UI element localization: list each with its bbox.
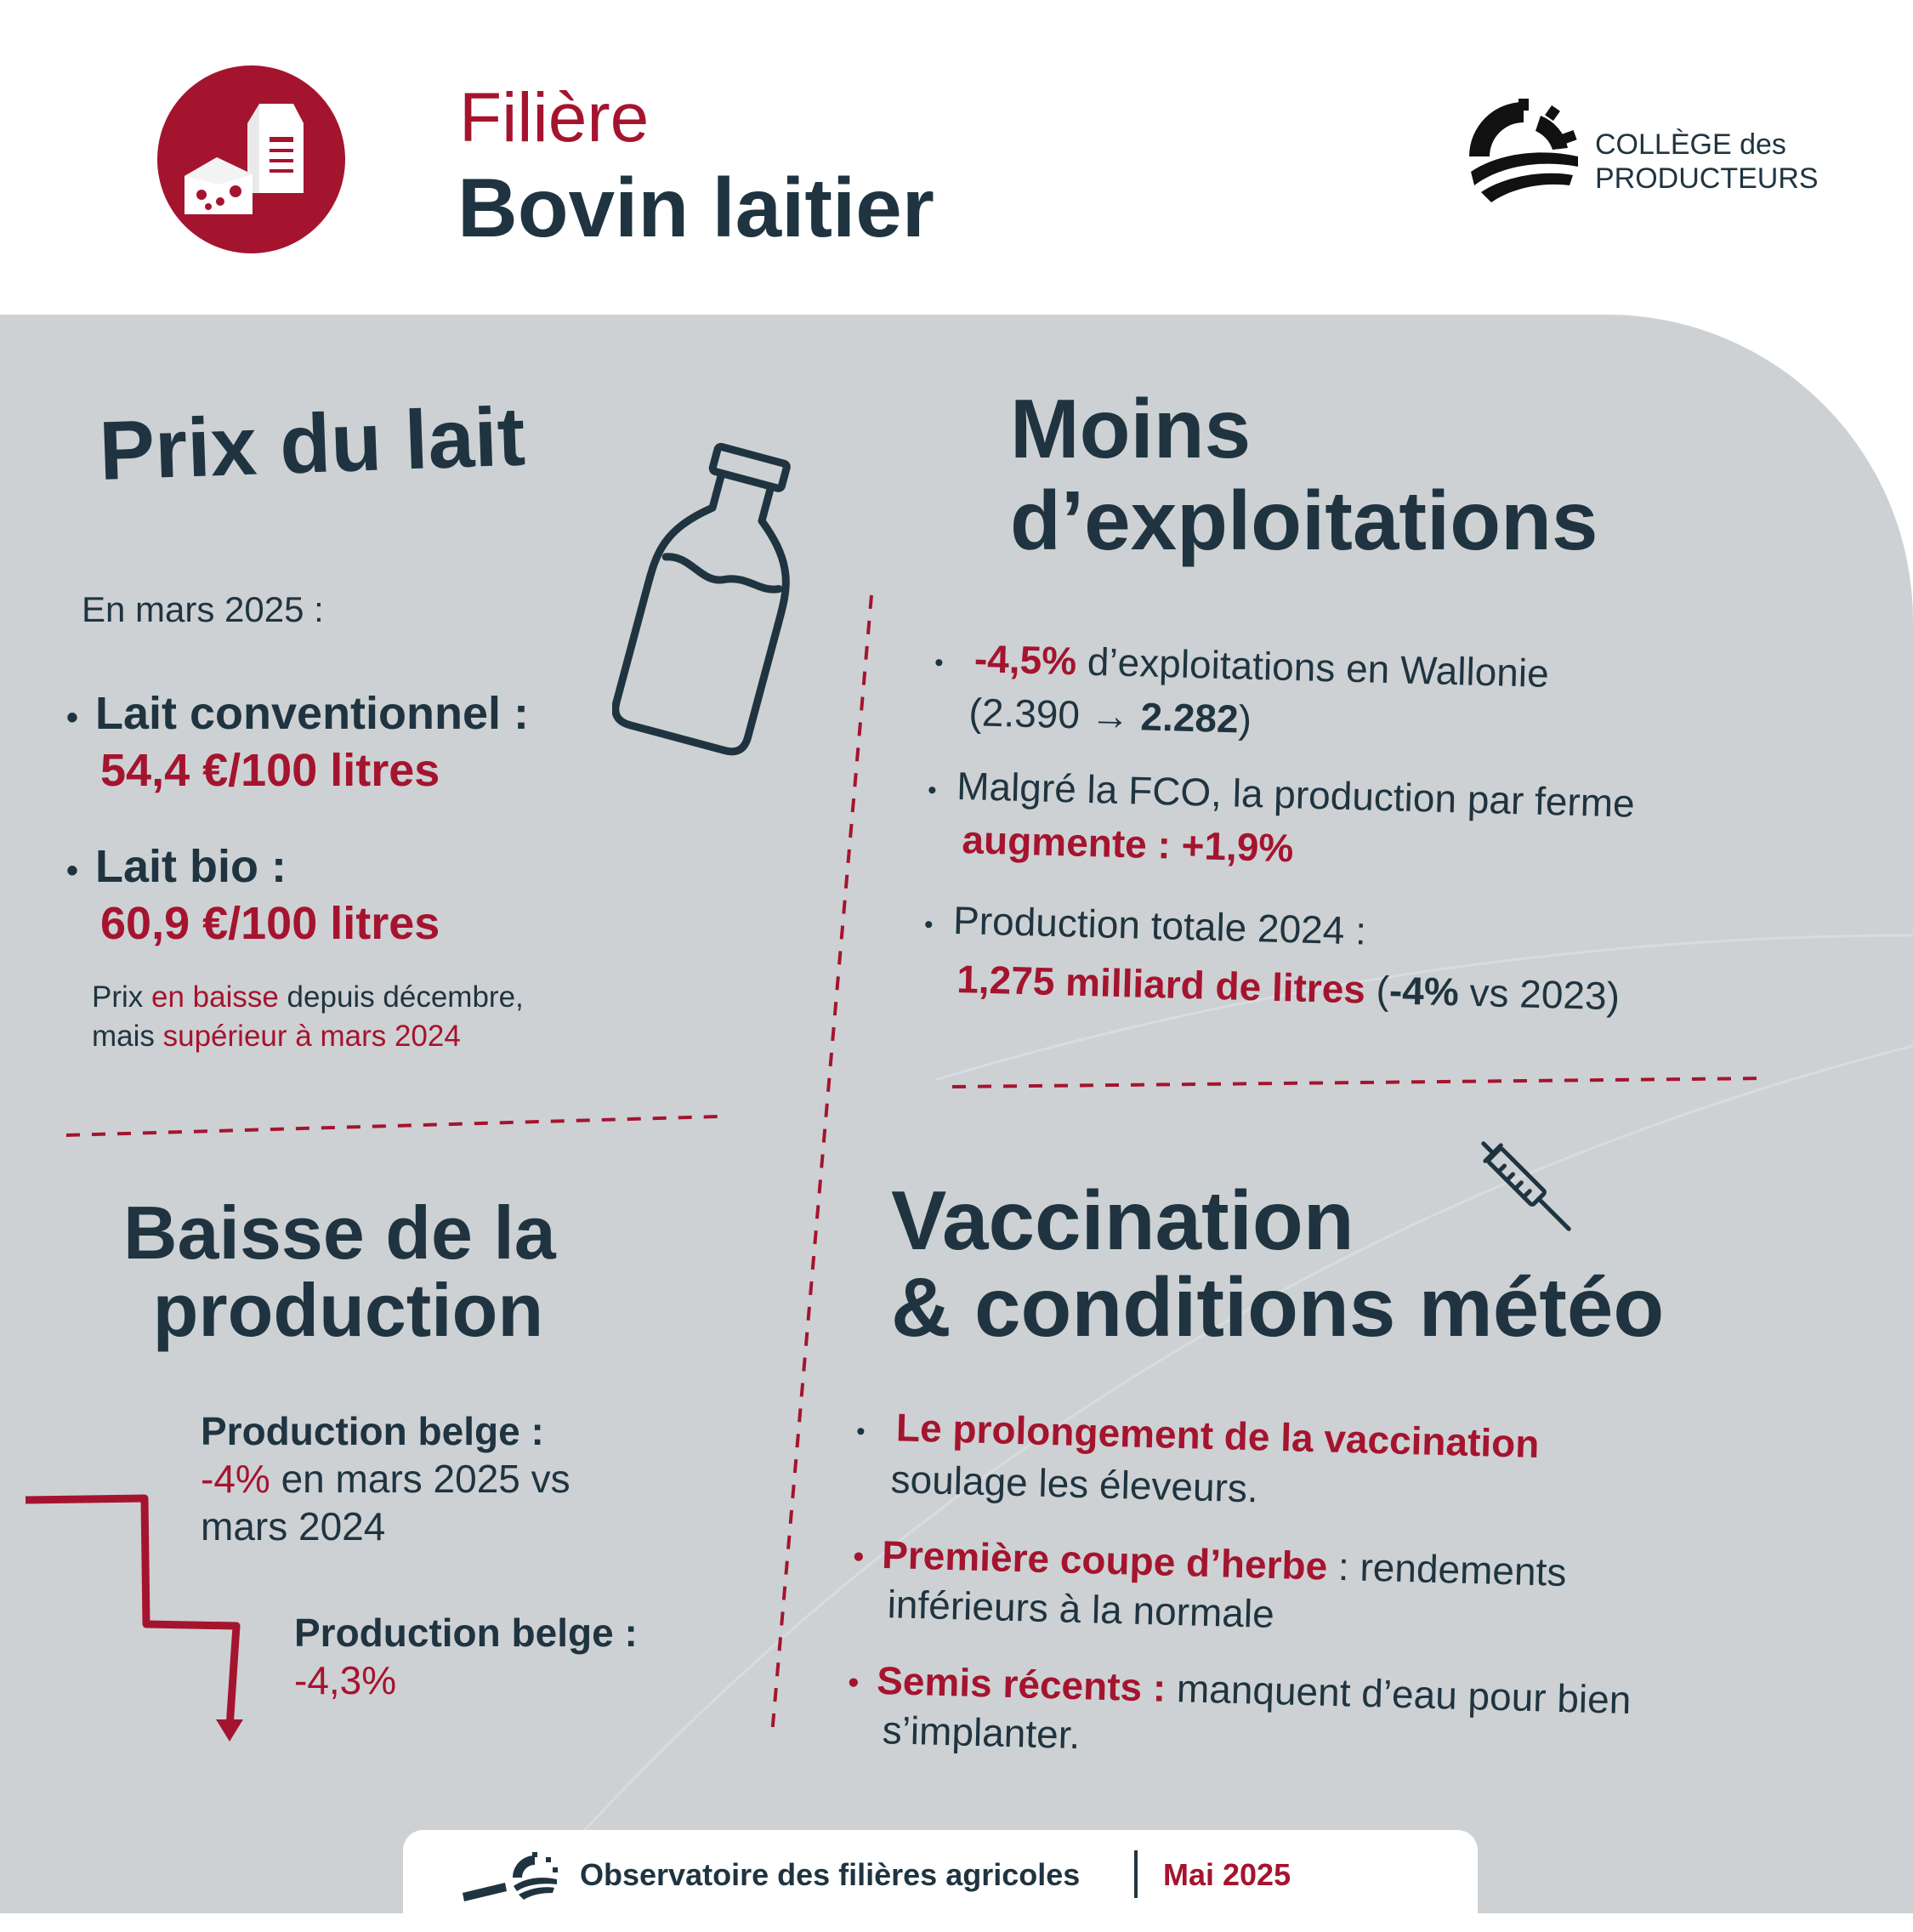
baisse-item1-value: -4%: [201, 1457, 270, 1501]
prix-item2-value: 60,9 €/100 litres: [100, 898, 440, 949]
vacc-b3-value: Semis récents :: [876, 1657, 1167, 1710]
page-title: Bovin laitier: [457, 161, 934, 254]
moins-title-line2: d’exploitations: [1010, 474, 1598, 567]
moins-b3-text: vs 2023): [1458, 969, 1621, 1019]
moins-b1-text: d’exploitations en Wallonie: [1076, 639, 1550, 696]
note-text: mais: [92, 1020, 163, 1053]
moins-b2-text: Malgré la FCO, la production par ferme: [956, 763, 1636, 826]
vacc-b2-text2: inférieurs à la normale: [887, 1582, 1275, 1636]
prix-intro: En mars 2025 :: [82, 589, 324, 629]
vacc-b2-text: : rendements: [1326, 1543, 1568, 1594]
moins-b3-text: (: [1365, 967, 1390, 1013]
vacc-b3-text: manquent d’eau pour bien: [1165, 1665, 1632, 1723]
moins-bullet-1: [933, 634, 1550, 751]
bullet-icon: •: [66, 852, 79, 889]
vacc-title: [891, 1175, 1664, 1352]
baisse-item2-value: -4,3%: [294, 1658, 397, 1702]
moins-b3-bold: -4%: [1388, 968, 1460, 1014]
vacc-title-line1: Vaccination: [891, 1173, 1354, 1267]
baisse-item1: [201, 1407, 570, 1550]
footer-label: Observatoire des filières agricoles: [580, 1857, 1081, 1892]
baisse-title-line1: Baisse de la: [123, 1190, 556, 1275]
footer-separator: [1134, 1850, 1138, 1898]
prix-item1-value: 54,4 €/100 litres: [100, 745, 440, 796]
bullet-icon: •: [934, 648, 945, 678]
moins-title-line1: Moins: [1010, 382, 1252, 475]
footer-bar: [403, 1830, 1478, 1932]
bullet-icon: •: [847, 1664, 860, 1702]
prix-note: [92, 978, 524, 1056]
vacc-b3-text2: s’implanter.: [882, 1708, 1081, 1758]
moins-b1-sub-bold: 2.282: [1139, 694, 1240, 742]
vacc-b2-value: Première coupe d’herbe: [881, 1531, 1328, 1588]
moins-title: [1010, 383, 1598, 566]
bullet-icon: •: [852, 1538, 866, 1576]
moins-b3-text: Production totale 2024 :: [952, 897, 1367, 953]
bullet-icon: •: [66, 699, 79, 736]
baisse-title: [123, 1190, 556, 1352]
vacc-bullet-1: [854, 1403, 1540, 1519]
milk-bottle-icon: [612, 442, 808, 761]
note-text: Prix: [92, 980, 151, 1014]
logo-line-1: COLLÈGE des: [1595, 128, 1786, 161]
moins-b1-sub: ): [1237, 696, 1252, 742]
prix-item1-label: Lait conventionnel :: [95, 688, 530, 739]
logo-line-2: PRODUCTEURS: [1595, 162, 1819, 195]
prix-item-conventionnel: [66, 687, 529, 797]
note-text: depuis décembre,: [278, 980, 524, 1014]
prix-item2-label: Lait bio :: [95, 841, 287, 892]
footer-date: Mai 2025: [1163, 1857, 1291, 1892]
moins-b1-value: -4,5%: [974, 636, 1077, 684]
vacc-bullet-2: [851, 1531, 1567, 1645]
baisse-title-line2: production: [152, 1267, 544, 1352]
bullet-icon: •: [855, 1417, 866, 1446]
moins-bullet-2: [926, 761, 1635, 881]
bullet-icon: •: [927, 776, 938, 805]
moins-b1-sub: (2.390 →: [968, 690, 1142, 739]
baisse-item2: [294, 1609, 638, 1704]
moins-b2-value: augmente : +1,9%: [961, 817, 1295, 871]
vacc-title-line2: & conditions météo: [891, 1260, 1665, 1354]
observatory-logo-icon: [454, 1849, 565, 1908]
baisse-item2-label: Production belge :: [294, 1611, 638, 1655]
moins-bullet-3: [922, 893, 1622, 1022]
vacc-b1-value: Le prolongement de la vaccination: [895, 1405, 1541, 1467]
prix-item-bio: [66, 840, 440, 950]
moins-b3-value: 1,275 milliard de litres: [956, 957, 1366, 1012]
vacc-b1-text: soulage les éleveurs.: [890, 1457, 1259, 1511]
note-highlight: supérieur à mars 2024: [162, 1020, 461, 1053]
title-sector: Filière: [459, 79, 650, 156]
note-highlight: en baisse: [151, 980, 279, 1014]
baisse-item1-rest2: mars 2024: [201, 1504, 386, 1548]
prix-title: Prix du lait: [97, 389, 527, 497]
baisse-item1-label: Production belge :: [201, 1409, 544, 1453]
baisse-item1-rest: en mars 2025 vs: [270, 1457, 570, 1501]
bullet-icon: •: [923, 910, 934, 940]
